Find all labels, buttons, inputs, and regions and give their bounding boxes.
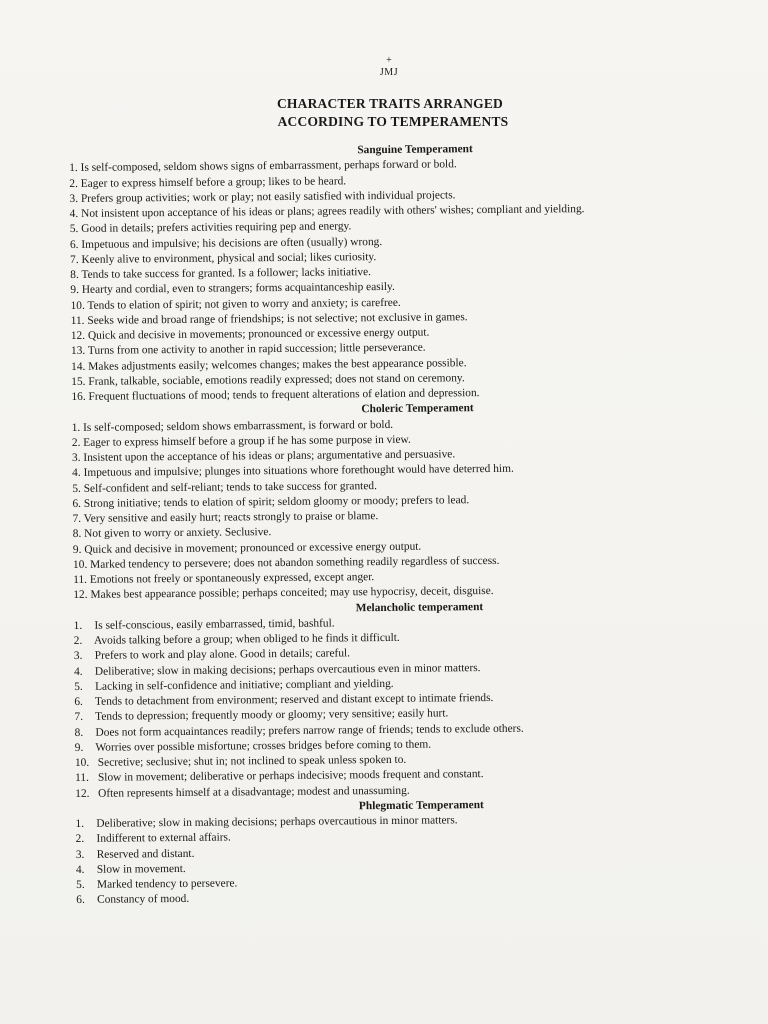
page-title-line-2: ACCORDING TO TEMPERAMENTS bbox=[277, 114, 509, 129]
item-text: Is self-composed; seldom shows embarrassment, is forward or bold. bbox=[83, 418, 394, 434]
item-number: 3. bbox=[71, 451, 81, 464]
item-text: Worries over possible misfortune; crosses bridges before coming to them. bbox=[95, 738, 432, 754]
item-text: Good in details; prefers activities requiring pep and energy. bbox=[81, 220, 352, 236]
item-number: 13. bbox=[70, 345, 86, 358]
item-text: Constancy of mood. bbox=[97, 893, 190, 907]
page-title-line-1: CHARACTER TRAITS ARRANGED bbox=[276, 96, 504, 111]
item-text: Avoids talking before a group; when obliged to he finds it difficult. bbox=[93, 631, 400, 647]
item-text: Impetuous and impulsive; plunges into situations whore forethought would have deterred him. bbox=[83, 462, 514, 480]
section-phlegmatic bbox=[75, 796, 716, 909]
item-number: 11. bbox=[73, 573, 88, 586]
item-text: Turns from one activity to another in rapid succession; little perseverance. bbox=[87, 341, 426, 358]
item-number: 6. bbox=[76, 894, 85, 907]
item-text: Quick and decisive in movement; pronounced or excessive energy output. bbox=[84, 540, 422, 556]
item-number: 1. bbox=[69, 162, 78, 175]
item-number: 16. bbox=[71, 390, 86, 403]
section-heading: Choleric Temperament bbox=[361, 402, 474, 416]
item-number: 5. bbox=[76, 878, 85, 891]
item-number: 2. bbox=[75, 833, 85, 846]
item-number: 8. bbox=[70, 268, 79, 281]
item-text: Prefers to work and play alone. Good in details; careful. bbox=[94, 647, 351, 663]
item-text: Emotions not freely or spontaneously expressed, except anger. bbox=[89, 571, 375, 586]
item-number: 5. bbox=[74, 680, 83, 693]
traits-content bbox=[69, 140, 716, 909]
item-number: 3. bbox=[75, 848, 85, 861]
item-number: 4. bbox=[69, 207, 79, 220]
item-text: Slow in movement; deliberative or perhaps indecisive; moods frequent and constant. bbox=[97, 768, 484, 785]
item-text: Hearty and cordial, even to strangers; forms acquaintanceship easily. bbox=[81, 281, 395, 297]
item-text: Reserved and distant. bbox=[96, 847, 195, 861]
item-number: 1. bbox=[73, 619, 83, 632]
item-number: 4. bbox=[72, 467, 81, 480]
item-number: 7. bbox=[72, 512, 82, 525]
item-number: 1. bbox=[75, 817, 85, 830]
item-number: 4. bbox=[75, 863, 85, 876]
item-text: Tends to elation of spirit; not given to worry and anxiety; is carefree. bbox=[87, 296, 401, 312]
item-text: Self-confident and self-reliant; tends to take success for granted. bbox=[83, 479, 377, 495]
section-sanguine bbox=[69, 140, 711, 405]
item-number: 8. bbox=[72, 528, 82, 541]
item-number: 2. bbox=[73, 634, 83, 647]
item-text: Seeks wide and broad range of friendships; is not selective; not exclusive in games. bbox=[87, 310, 468, 327]
item-number: 10. bbox=[72, 558, 88, 571]
item-number: 2. bbox=[71, 436, 81, 449]
item-text: Indifferent to external affairs. bbox=[96, 831, 231, 846]
header-initials: JMJ bbox=[379, 67, 399, 78]
item-text: Eager to express himself before a group if he has some purpose in view. bbox=[83, 433, 411, 449]
item-text: Slow in movement. bbox=[96, 862, 186, 876]
item-number: 11. bbox=[75, 772, 89, 785]
item-number: 12. bbox=[70, 329, 86, 342]
item-text: Deliberative; slow in making decisions; perhaps overcautious even in minor matters. bbox=[94, 661, 481, 678]
item-text: Secretive; seclusive; shut in; not inclined to speak unless spoken to. bbox=[97, 753, 407, 769]
item-text: Tends to take success for granted. Is a follower; lacks initiative. bbox=[81, 266, 372, 281]
item-number: 6. bbox=[69, 238, 79, 251]
item-text: Quick and decisive in movements; pronounced or excessive energy output. bbox=[87, 326, 430, 342]
item-number: 7. bbox=[70, 253, 79, 266]
item-text: Is self-conscious, easily embarrassed, timid, bashful. bbox=[94, 617, 335, 632]
item-text: Not insistent upon acceptance of his ideas or plans; agrees readily with others' wishes; compliant and yielding. bbox=[81, 203, 585, 220]
item-text: Not given to worry or anxiety. Seclusive. bbox=[84, 526, 272, 541]
item-text: Is self-composed, seldom shows signs of embarrassment, perhaps forward or bold. bbox=[80, 158, 457, 175]
item-number: 4. bbox=[73, 665, 83, 678]
section-choleric bbox=[71, 399, 713, 603]
item-text: Often represents himself at a disadvantage; modest and unassuming. bbox=[98, 784, 410, 800]
item-text: Impetuous and impulsive; his decisions are often (usually) wrong. bbox=[81, 235, 383, 251]
item-text: Tends to depression; frequently moody or gloomy; very sensitive; easily hurt. bbox=[95, 707, 449, 724]
item-text: Frank, talkable, sociable, emotions readily expressed; does not stand on ceremony. bbox=[88, 371, 465, 388]
item-text: Insistent upon the acceptance of his ideas or plans; argumentative and persuasive. bbox=[83, 448, 456, 464]
item-number: 9. bbox=[74, 741, 84, 754]
item-number: 11. bbox=[70, 314, 85, 327]
item-number: 2. bbox=[69, 177, 78, 190]
item-number: 9. bbox=[70, 284, 79, 297]
item-text: Marked tendency to persevere. bbox=[96, 877, 238, 891]
item-number: 12. bbox=[75, 787, 90, 800]
header-mark bbox=[0, 56, 768, 78]
item-number: 6. bbox=[72, 497, 82, 510]
item-number: 8. bbox=[74, 726, 84, 739]
item-number: 5. bbox=[69, 223, 79, 236]
item-number: 7. bbox=[74, 711, 84, 724]
item-number: 12. bbox=[73, 589, 88, 602]
item-number: 15. bbox=[71, 375, 86, 388]
item-number: 6. bbox=[74, 695, 83, 708]
item-text: Very sensitive and easily hurt; reacts strongly to praise or blame. bbox=[83, 510, 379, 525]
item-text: Makes best appearance possible; perhaps conceited; may use hypocrisy, deceit, disguise. bbox=[90, 585, 494, 602]
item-text: Lacking in self-confidence and initiative; compliant and yielding. bbox=[94, 677, 394, 693]
section-melancholic bbox=[73, 597, 715, 801]
section-heading: Melancholic temperament bbox=[355, 600, 484, 614]
item-number: 5. bbox=[72, 482, 81, 495]
item-text: Does not form acquaintances readily; prefers narrow range of friends; tends to exclude others. bbox=[95, 722, 524, 739]
item-number: 9. bbox=[72, 543, 82, 556]
section-heading: Phlegmatic Temperament bbox=[358, 798, 484, 812]
item-text: Deliberative; slow in making decisions; perhaps overcautious in minor matters. bbox=[96, 814, 458, 830]
item-text: Frequent fluctuations of mood; tends to frequent alterations of elation and depression. bbox=[88, 387, 480, 403]
item-text: Makes adjustments easily; welcomes changes; makes the best appearance possible. bbox=[88, 356, 467, 373]
header-cross: + bbox=[386, 55, 392, 66]
item-text: Eager to express himself before a group; likes to be heard. bbox=[80, 174, 347, 190]
section-heading: Sanguine Temperament bbox=[357, 143, 473, 157]
item-text: Strong initiative; tends to elation of spirit; seldom gloomy or moody; prefers to lead. bbox=[83, 493, 470, 510]
page-title bbox=[0, 95, 768, 131]
item-number: 10. bbox=[74, 756, 90, 769]
item-text: Marked tendency to persevere; does not abandon something readily regardless of success. bbox=[90, 554, 500, 571]
item-number: 1. bbox=[71, 421, 81, 434]
item-text: Tends to detachment from environment; reserved and distant except to intimate friends. bbox=[94, 691, 494, 708]
item-text: Keenly alive to environment, physical and social; likes curiosity. bbox=[81, 250, 377, 266]
item-number: 3. bbox=[69, 192, 79, 205]
item-number: 10. bbox=[70, 299, 85, 312]
item-text: Prefers group activities; work or play; not easily satisfied with individual projects. bbox=[80, 189, 456, 205]
item-number: 14. bbox=[71, 360, 86, 373]
item-number: 3. bbox=[73, 650, 83, 663]
